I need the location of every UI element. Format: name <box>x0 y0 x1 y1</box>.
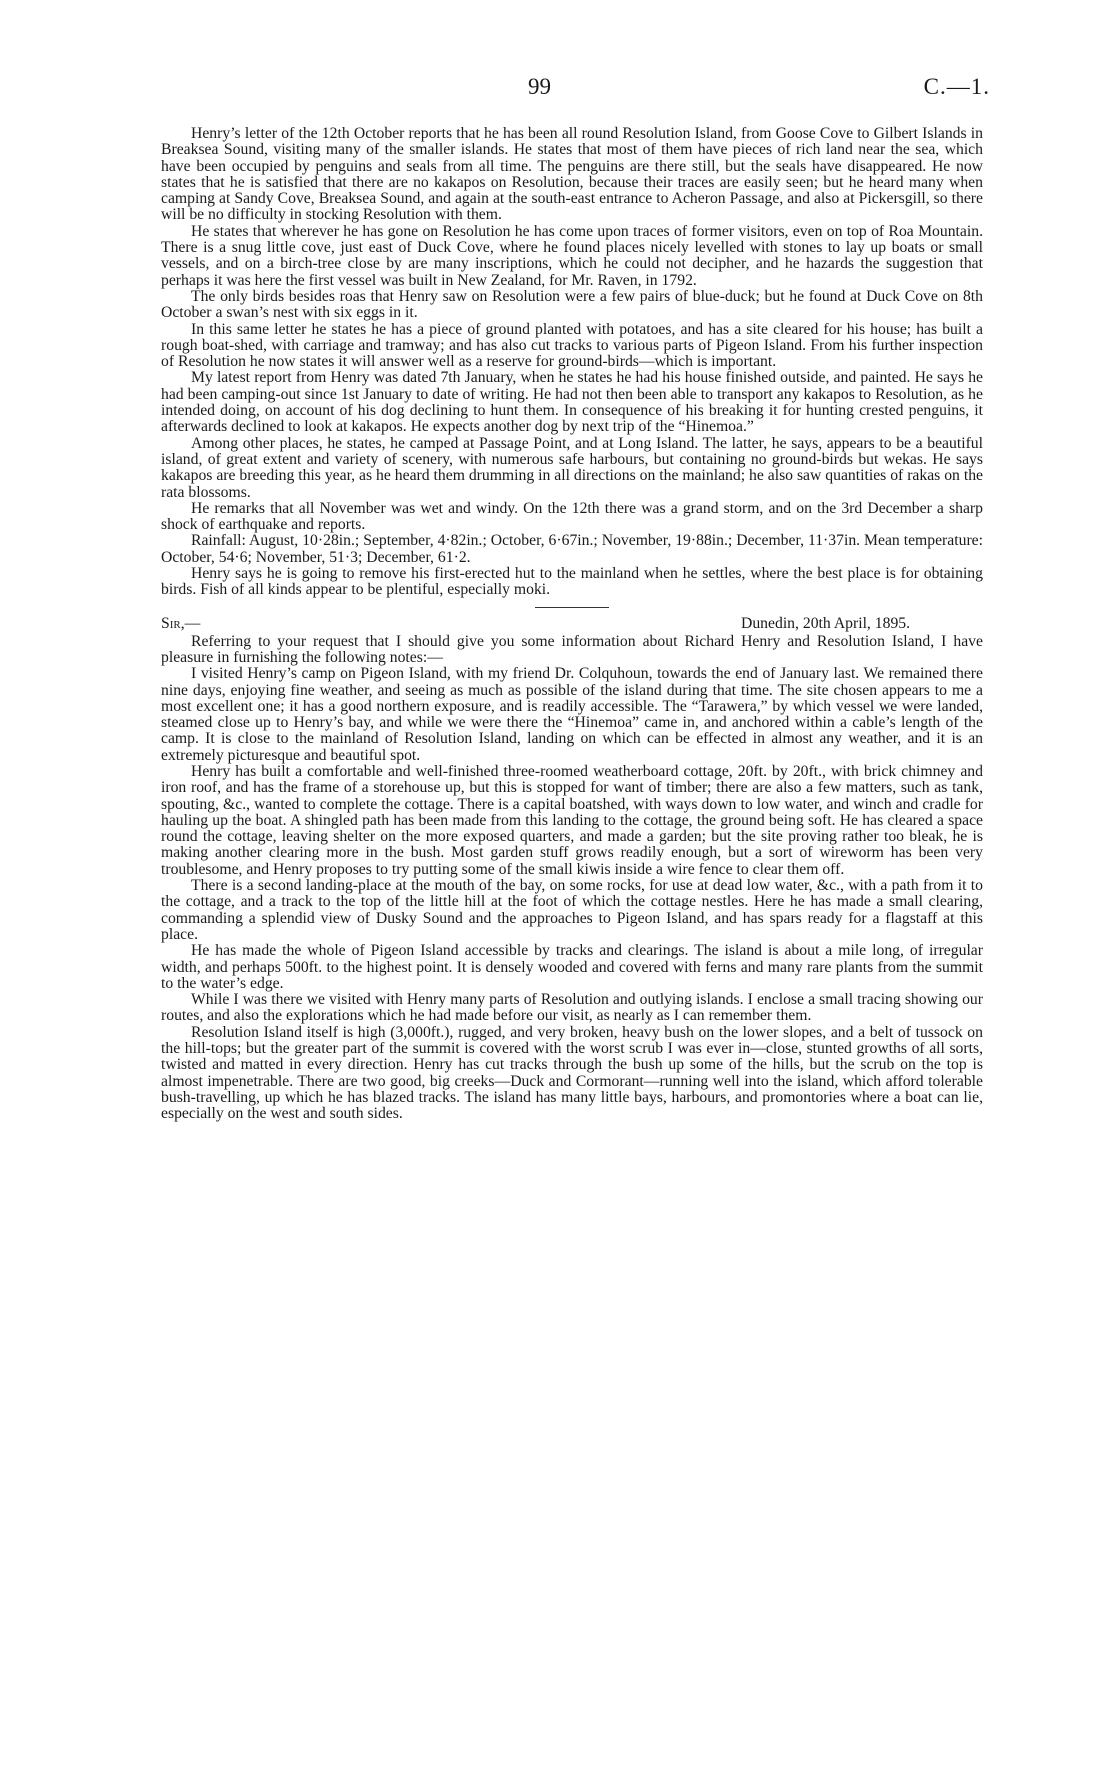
paragraph: Resolution Island itself is high (3,000ft.), rugged, and very broken, heavy bush on the lower slopes, and a belt of tussock on the hill-tops; but the greater part of the summit is covered with the worst scrub I was ever in—close, stunted growths of all sorts, twisted and matted in every direction. Henry has cut tracks through the bush up some of the hills, but the scrub on the top is almost impenetrable. There are two good, big creeks—Duck and Cormorant—running well into the island, which afford tolerable bush-travelling, up which he has blazed tracks. The island has many little bays, harbours, and promontories where a boat can lie, especially on the west and south sides. <box>161 1023 983 1123</box>
paragraph: Henry has built a comfortable and well-finished three-roomed weatherboard cottage, 20ft. by 20ft., with brick chimney and iron roof, and has the frame of a storehouse up, but this is stopped for want of timber; there are also a few matters, such as tank, spouting, &c., wanted to complete the cottage. There is a capital boatshed, with ways down to low water, and winch and cradle for hauling up the boat. A shingled path has been made from this landing to the cottage, the ground being soft. He has cleared a space round the cottage, leaving shelter on the more exposed quarters, and made a garden; but the site proving rather too bleak, he is making another clearing more in the bush. Most garden stuff grows readily enough, but a sort of wireworm has been very troublesome, and Henry proposes to try putting some of the small kiwis inside a wire fence to clear them off. <box>161 762 983 878</box>
paragraph: He has made the whole of Pigeon Island accessible by tracks and clearings. The island is about a mile long, of irregular width, and perhaps 500ft. to the highest point. It is densely wooded and covered with ferns and many rare plants from the summit to the water’s edge. <box>161 942 983 992</box>
paragraph: My latest report from Henry was dated 7th January, when he states he had his house finished outside, and painted. He says he had been camping-out since 1st January to date of writing. He had not then been able to transport any kakapos to Resolution, as he intended doing, on account of his dog declining to hunt them. In consequence of his breaking it for hunting crested penguins, it afterwards declined to look at kakapos. He expects another dog by next trip of the “Hinemoa.” <box>161 369 983 436</box>
paragraph: Henry says he is going to remove his first-erected hut to the mainland when he settles, where the best place is for obtaining birds. Fish of all kinds appear to be plentiful, especially moki. <box>161 565 983 599</box>
letter-heading <box>161 616 983 634</box>
paragraph: Among other places, he states, he camped at Passage Point, and at Long Island. The latter, he says, appears to be a beautiful island, of great extent and variety of scenery, with numerous safe harbours, but containing no ground-birds but wekas. He says kakapos are breeding this year, as he heard them drumming in all directions on the mainland; he also saw quantities of rakas on the rata blossoms. <box>161 434 983 501</box>
series-code: C.—1. <box>923 74 990 99</box>
paragraph: In this same letter he states he has a piece of ground planted with potatoes, and has a site cleared for his house; has built a rough boat-shed, with carriage and tramway; and has also cut tracks to various parts of Pigeon Island. From his further inspection of Resolution he now states it will answer well as a reserve for ground-birds—which is important. <box>161 320 983 371</box>
paragraph: I visited Henry’s camp on Pigeon Island, with my friend Dr. Colquhoun, towards the end of January last. We remained there nine days, enjoying fine weather, and seeing as much as possible of the island during that time. The site chosen appears to me a most excellent one; it has a good northern exposure, and is readily accessible. The “Tarawera,” by which vessel we were landed, steamed close up to Henry’s bay, and while we were there the “Hinemoa” came in, and anchored within a cable’s length of the camp. It is close to the mainland of Resolution Island, landing on which can be effected in almost any weather, and it is an extremely picturesque and beautiful spot. <box>161 665 983 764</box>
paragraph: He remarks that all November was wet and windy. On the 12th there was a grand storm, and on the 3rd December a sharp shock of earthquake and reports. <box>161 499 983 534</box>
page-number: 99 <box>528 74 551 99</box>
paragraph: He states that wherever he has gone on Resolution he has come upon traces of former visitors, even on top of Roa Mountain. There is a snug little cove, just east of Duck Cove, where he found places nicely levelled with stones to lay up boats or small vessels, and on a birch-tree close by are many inscriptions, which he could not decipher, and he hazards the suggestion that perhaps it was here the first vessel was built in New Zealand, for Mr. Raven, in 1792. <box>161 222 983 289</box>
paragraph: Rainfall: August, 10·28in.; September, 4·82in.; October, 6·67in.; November, 19·88in.; December, 11·37in. Mean temperature: October, 54·6; November, 51·3; December, 61·2. <box>161 532 983 566</box>
page-body <box>161 126 983 1123</box>
paragraph: While I was there we visited with Henry many parts of Resolution and outlying islands. I enclose a small tracing showing our routes, and also the explorations which he had made before our visit, as nearly as I can remember them. <box>161 991 983 1025</box>
paragraph: There is a second landing-place at the mouth of the bay, on some rocks, for use at dead low water, &c., with a path from it to the cottage, and a track to the top of the little hill at the foot of which the cottage nestles. Here he has made a small clearing, commanding a splendid view of Dusky Sound and the approaches to Pigeon Island, and has spars ready for a flagstaff at this place. <box>161 877 983 943</box>
section-divider <box>535 607 609 608</box>
dateline: Dunedin, 20th April, 1895. <box>741 614 911 632</box>
paragraph: Henry’s letter of the 12th October reports that he has been all round Resolution Island, from Goose Cove to Gilbert Islands in Breaksea Sound, visiting many of the smaller islands. He states that most of them have pieces of rich land near the sea, which have been occupied by penguins and seals from all time. The penguins are there still, but the seals have disappeared. He now states that he is satisfied that there are no kakapos on Resolution, because their traces are easily seen; but he heard many when camping at Sandy Cove, Breaksea Sound, and again at the south-east entrance to Acheron Passage, and also at Pickersgill, so there will be no difficulty in stocking Resolution with them. <box>161 125 983 224</box>
paragraph: The only birds besides roas that Henry saw on Resolution were a few pairs of blue-duck; but he found at Duck Cove on 8th October a swan’s nest with six eggs in it. <box>161 287 983 322</box>
report-section <box>161 126 983 599</box>
page-header <box>0 74 1114 108</box>
paragraph: Referring to your request that I should give you some information about Richard Henry and Resolution Island, I have pleasure in furnishing the following notes:— <box>161 632 983 666</box>
salutation: Sir,— <box>161 614 201 632</box>
letter-section <box>161 616 983 1123</box>
